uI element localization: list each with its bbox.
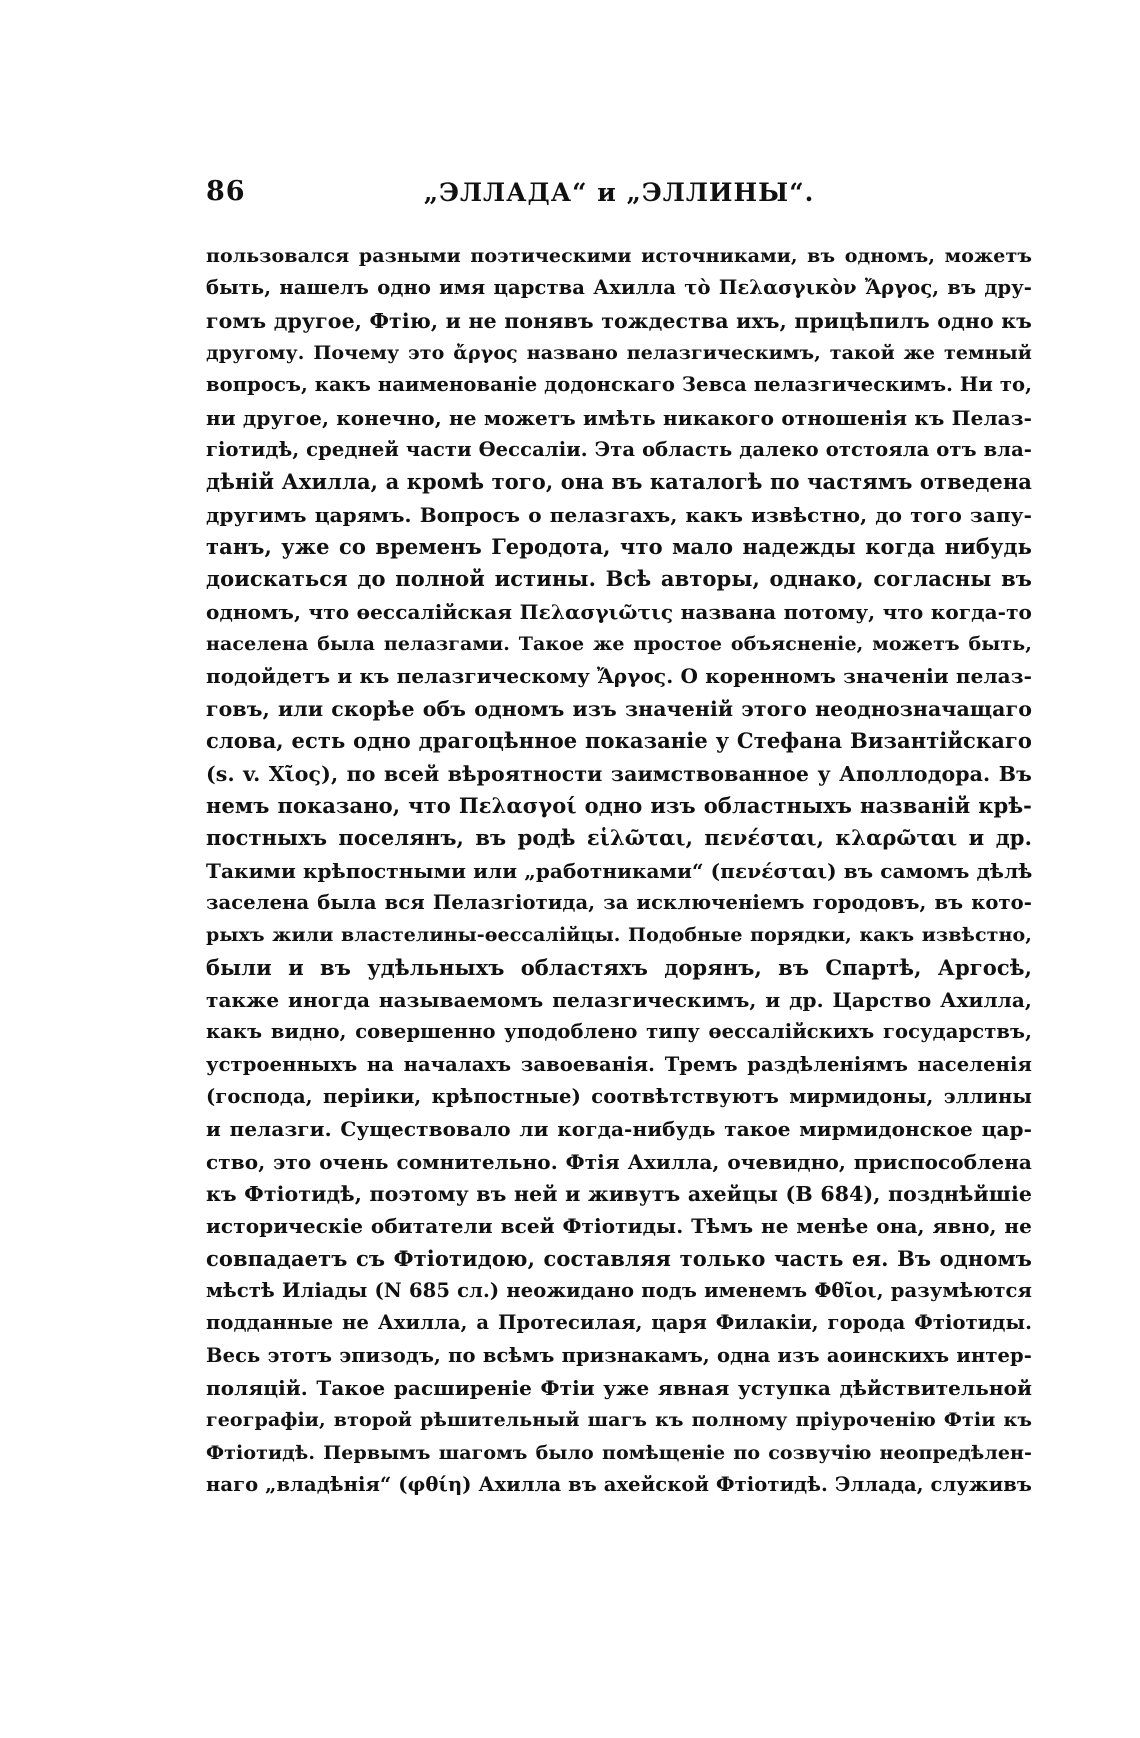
running-title: „ЭЛЛАДА“ и „ЭЛЛИНЫ“. xyxy=(423,178,815,207)
text-line: историческіе обитатели всей Фтіотиды. Тѣмъ не менѣе она, явно, не xyxy=(206,1214,1032,1239)
text-line: Такими крѣпостными или „работниками“ (πενέσται) въ самомъ дѣлѣ xyxy=(206,858,1033,883)
text-line: рыхъ жили властелины-өессалійцы. Подобные порядки, какъ извѣстно, xyxy=(206,924,1032,947)
text-line: дѣній Ахилла, а кромѣ того, она въ каталогѣ по частямъ отведена xyxy=(206,469,1032,495)
text-line: совпадаетъ съ Фтіотидою, составляя только часть ея. Въ одномъ xyxy=(206,1245,1032,1271)
text-line: гіотидѣ, средней части Өессаліи. Эта область далеко отстояла отъ вла- xyxy=(206,438,1032,462)
text-line: постныхъ поселянъ, въ родѣ εἱλῶται, πενέσται, κλαρῶται и др. xyxy=(206,825,1032,851)
text-line: (s. v. Χῖος), по всей вѣроятности заимствованное у Аполлодора. Въ xyxy=(206,761,1032,786)
page-number: 86 xyxy=(206,176,246,207)
text-line: къ Фтіотидѣ, поэтому въ ней и живутъ ахейцы (B 684), позднѣйшіе xyxy=(206,1181,1032,1206)
text-line: одномъ, что өессалійская Πελασγιῶτις названа потому, что когда-то xyxy=(206,599,1032,624)
text-line: (господа, періики, крѣпостные) соотвѣтствуютъ мирмидоны, эллины xyxy=(206,1084,1032,1108)
body-text xyxy=(206,240,1032,1501)
text-line: заселена была вся Пелазгіотида, за исключеніемъ городовъ, въ кото- xyxy=(206,890,1032,914)
text-line: устроенныхъ на началахъ завоеванія. Тремъ раздѣленіямъ населенія xyxy=(206,1052,1032,1076)
text-line: ни другое, конечно, не можетъ имѣть никакого отношенія къ Пелаз- xyxy=(206,405,1032,430)
text-line: подойдетъ и къ пелазгическому Ἄργος. О коренномъ значеніи пелаз- xyxy=(206,664,1032,689)
text-line: какъ видно, совершенно уподоблено типу өессалійскихъ государствъ, xyxy=(206,1020,1032,1044)
text-line: танъ, уже со временъ Геродота, что мало надежды когда нибудь xyxy=(206,534,1032,560)
text-line: другому. Почему это ἄργος названо пелазгическимъ, такой же темный xyxy=(206,342,1032,365)
text-line: говъ, или скорѣе объ одномъ изъ значеній этого неоднозначащаго xyxy=(206,696,1032,721)
text-line: и пелазги. Существовало ли когда-нибудь такое мирмидонское цар- xyxy=(206,1117,1032,1142)
text-line: быть, нашелъ одно имя царства Ахилла τὸ Πελασγικὸν Ἄργος, въ дру- xyxy=(206,276,1032,300)
text-line: географіи, второй рѣшительный шагъ къ полному пріуроченію Фтіи къ xyxy=(206,1409,1032,1432)
text-line: немъ показано, что Πελασγοί одно изъ областныхъ названій крѣ- xyxy=(206,792,1032,818)
text-line: гомъ другое, Фтію, и не понявъ тождества ихъ, прицѣпилъ одно къ xyxy=(206,308,1032,333)
text-line: вопросъ, какъ наименованіе додонскаго Зевса пелазгическимъ. Ни то, xyxy=(206,373,1033,397)
text-line: Фтіотидѣ. Первымъ шагомъ было помѣщеніе по созвучію неопредѣлен- xyxy=(206,1441,1032,1464)
running-head xyxy=(206,176,1032,216)
text-line: населена была пелазгами. Такое же простое объясненіе, можетъ быть, xyxy=(206,633,1032,656)
text-line: также иногда называемомъ пелазгическимъ, и др. Царство Ахилла, xyxy=(206,987,1032,1012)
text-line: Весь этотъ эпизодъ, по всѣмъ признакамъ, одна изъ аоинскихъ интер- xyxy=(206,1343,1032,1367)
text-line: поляцій. Такое расширеніе Фтіи уже явная уступка дѣйствительной xyxy=(206,1376,1032,1401)
text-line: другимъ царямъ. Вопросъ о пелазгахъ, какъ извѣстно, до того запу- xyxy=(206,502,1032,527)
text-line: подданные не Ахилла, а Протесилая, царя Филакіи, города Фтіотиды. xyxy=(206,1311,1032,1335)
text-line: пользовался разными поэтическими источниками, въ одномъ, можетъ xyxy=(206,245,1032,267)
text-line: слова, есть одно драгоцѣнное показаніе у Стефана Византійскаго xyxy=(206,728,1032,754)
text-line: доискаться до полной истины. Всѣ авторы, однако, согласны въ xyxy=(206,566,1032,592)
text-line: ство, это очень сомнительно. Фтія Ахилла, очевидно, приспособлена xyxy=(206,1149,1032,1174)
text-line: наго „владѣнія“ (φθίη) Ахилла въ ахейской Фтіотидѣ. Эллада, служивъ xyxy=(206,1473,1032,1497)
text-line: были и въ удѣльныхъ областяхъ дорянъ, въ Спартѣ, Аргосѣ, xyxy=(206,954,1032,980)
text-line: мѣстѣ Иліады (N 685 сл.) неожидано подъ именемъ Φθῖοι, разумѣются xyxy=(206,1279,1032,1302)
